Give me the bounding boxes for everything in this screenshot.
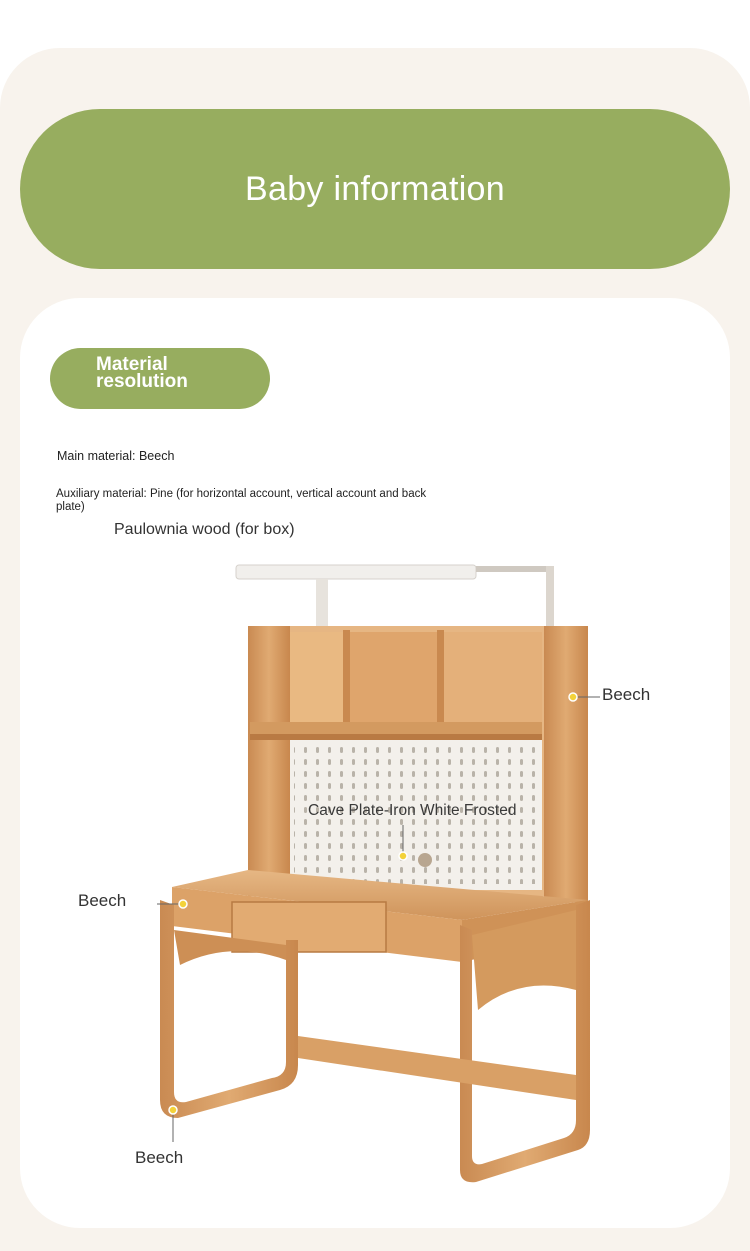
paulownia-material-text: Paulownia wood (for box) xyxy=(114,521,295,538)
lamp xyxy=(236,565,554,626)
page-title: Baby information xyxy=(245,169,505,208)
auxiliary-material-text: Auxiliary material: Pine (for horizontal account, vertical account and back plate) xyxy=(56,488,427,513)
section-title: Material resolution xyxy=(96,354,188,392)
callout-hutch-beech: Beech xyxy=(602,685,651,704)
desk xyxy=(160,870,590,1182)
callout-pegboard: Cave Plate-Iron White Frosted xyxy=(308,802,517,819)
hutch xyxy=(248,626,588,902)
main-material-text: Main material: Beech xyxy=(57,449,175,463)
callout-desk-beech: Beech xyxy=(78,891,127,910)
callout-leg-beech: Beech xyxy=(135,1148,184,1167)
